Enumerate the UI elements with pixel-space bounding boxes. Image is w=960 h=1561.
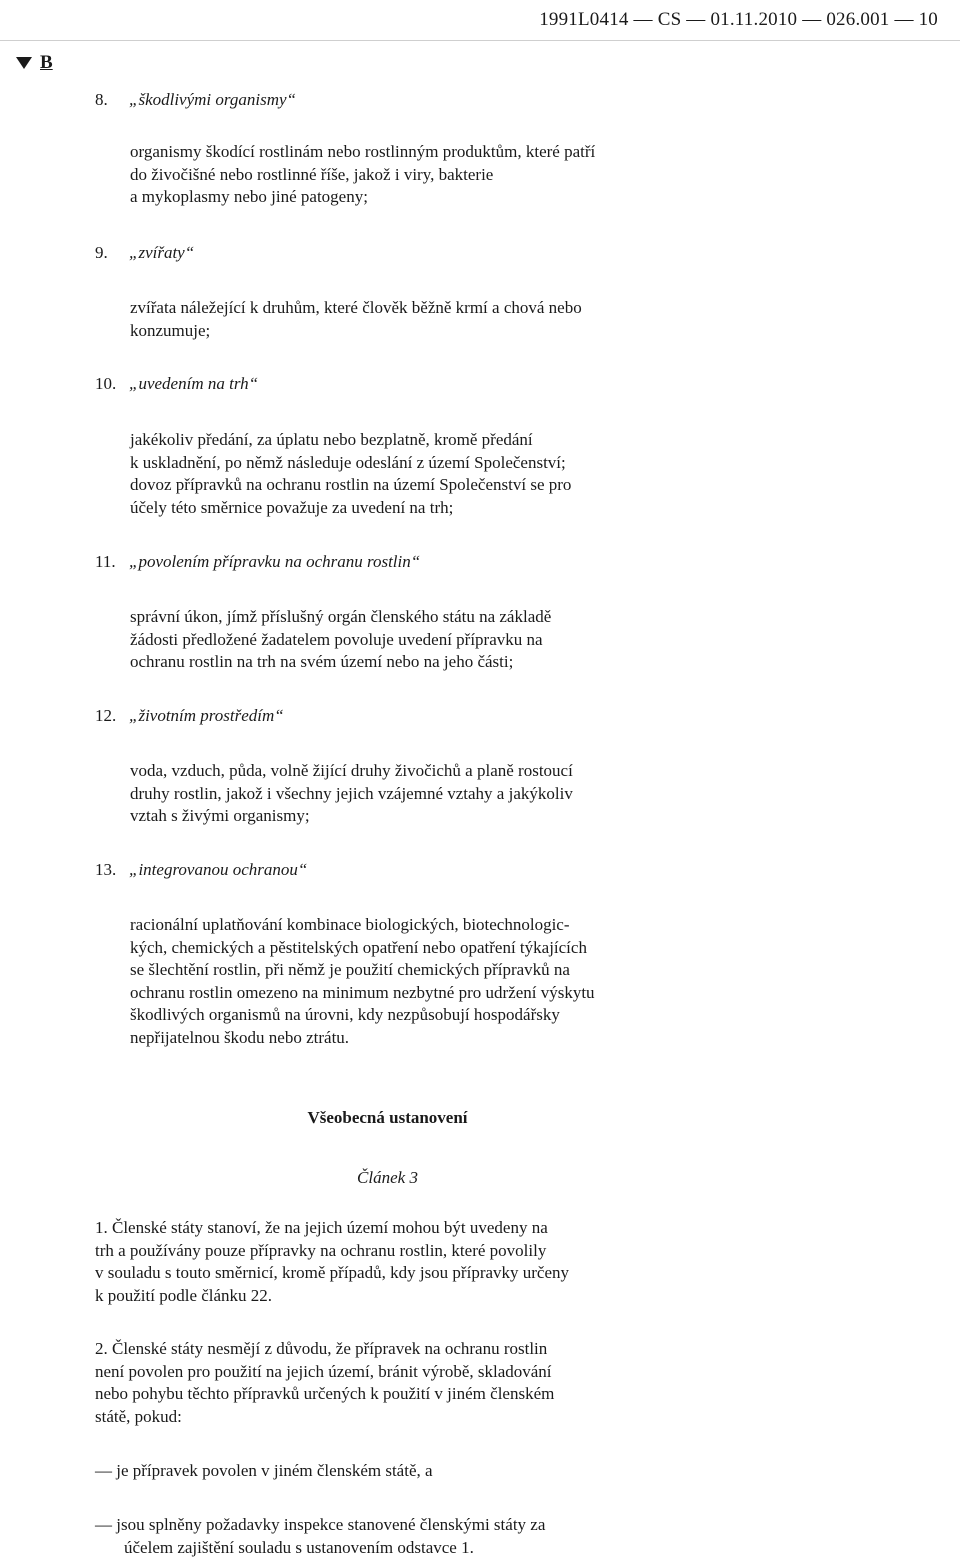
dash-item-1	[95, 1460, 679, 1483]
body-line: 2. Členské státy nesmějí z důvodu, že přípravek na ochranu rostlin	[95, 1339, 548, 1358]
body-line: jakékoliv předání, za úplatu nebo bezplatně, kromě předání	[130, 430, 533, 449]
document-reference: 1991L0414 — CS — 01.11.2010 — 026.001 — 10	[539, 9, 938, 30]
body-line: k uskladnění, po němž následuje odeslání z území Společenství;	[130, 452, 566, 472]
definition-number: 9.	[95, 243, 108, 262]
body-line: nebo pohybu těchto přípravků určených k použití v jiném členském	[95, 1384, 555, 1403]
body-line: nepřijatelnou škodu nebo ztrátu.	[130, 1027, 350, 1047]
body-line: organismy škodící rostlinám nebo rostlinným produktům, které patří	[130, 142, 596, 161]
body-line: racionální uplatňování kombinace biologických, biotechnologic-	[130, 915, 570, 934]
amendment-marker	[16, 52, 53, 74]
page-header	[0, 0, 960, 41]
body-line: — je přípravek povolen v jiném členském státě, a	[95, 1461, 433, 1480]
amendment-marker-label: B	[40, 52, 53, 73]
body-line: do živočišné nebo rostlinné říše, jakož i viry, bakterie	[130, 164, 494, 184]
body-line: škodlivých organismů na úrovni, kdy nezpůsobují hospodářsky	[130, 1005, 560, 1024]
body-line: dovoz přípravků na ochranu rostlin na území Společenství se pro	[130, 475, 572, 494]
body-line: ochranu rostlin omezeno na minimum nezbytné pro udržení výskytu	[130, 982, 595, 1002]
definition-number: 12.	[95, 706, 117, 725]
body-line: voda, vzduch, půda, volně žijící druhy živočichů a planě rostoucí	[130, 761, 573, 780]
body-line: kých, chemických a pěstitelských opatření nebo opatření týkajících	[130, 937, 587, 957]
triangle-down-icon	[16, 57, 32, 69]
body-line: v souladu s touto směrnicí, kromě případů, kdy jsou přípravky určeny	[95, 1263, 570, 1282]
body-line: a mykoplasmy nebo jiné patogeny;	[130, 187, 368, 206]
body-line: konzumuje;	[130, 320, 211, 340]
body-line: není povolen pro použití na jejich území, bránit výrobě, skladování	[95, 1361, 552, 1381]
dash-item-2	[95, 1514, 679, 1559]
article-paragraph-1	[95, 1217, 679, 1307]
body-line: — jsou splněny požadavky inspekce stanovené členskými státy za	[95, 1515, 546, 1534]
body-line: ochranu rostlin na trh na svém území nebo na jeho části;	[130, 652, 514, 671]
definition-number: 11.	[95, 552, 116, 571]
body-line: žádosti předložené žadatelem povoluje uvedení přípravku na	[130, 629, 543, 649]
definition-number: 10.	[95, 374, 117, 393]
definition-term: „uvedením na trh“	[129, 374, 259, 393]
body-line: účelem zajištění souladu s ustanovením odstavce 1.	[124, 1537, 474, 1557]
article-paragraph-2	[95, 1338, 679, 1428]
definition-term: „životním prostředím“	[129, 706, 284, 725]
body-line: trh a používány pouze přípravky na ochranu rostlin, které povolily	[95, 1240, 547, 1260]
definition-term: „zvířaty“	[129, 243, 195, 262]
body-line: zvířata náležející k druhům, které člověk běžně krmí a chová nebo	[130, 298, 582, 317]
body-line: 1. Členské státy stanoví, že na jejich území mohou být uvedeny na	[95, 1218, 548, 1237]
section-title: Všeobecná ustanovení	[307, 1108, 468, 1127]
body-line: vztah s živými organismy;	[130, 806, 310, 825]
body-line: se šlechtění rostlin, při němž je použití chemických přípravků na	[130, 960, 570, 979]
body-line: státě, pokud:	[95, 1406, 182, 1426]
article-title: Článek 3	[357, 1168, 418, 1187]
definition-term: „škodlivými organismy“	[129, 90, 297, 109]
definition-term: „integrovanou ochranou“	[129, 860, 308, 879]
body-line: správní úkon, jímž příslušný orgán členského státu na základě	[130, 607, 552, 626]
definition-term: „povolením přípravku na ochranu rostlin“	[129, 552, 421, 571]
body-line: účely této směrnice považuje za uvedení na trh;	[130, 497, 454, 517]
body-line: k použití podle článku 22.	[95, 1285, 273, 1305]
body-line: druhy rostlin, jakož i všechny jejich vzájemné vztahy a jakýkoliv	[130, 783, 573, 803]
definition-number: 8.	[95, 90, 108, 109]
definition-number: 13.	[95, 860, 117, 879]
